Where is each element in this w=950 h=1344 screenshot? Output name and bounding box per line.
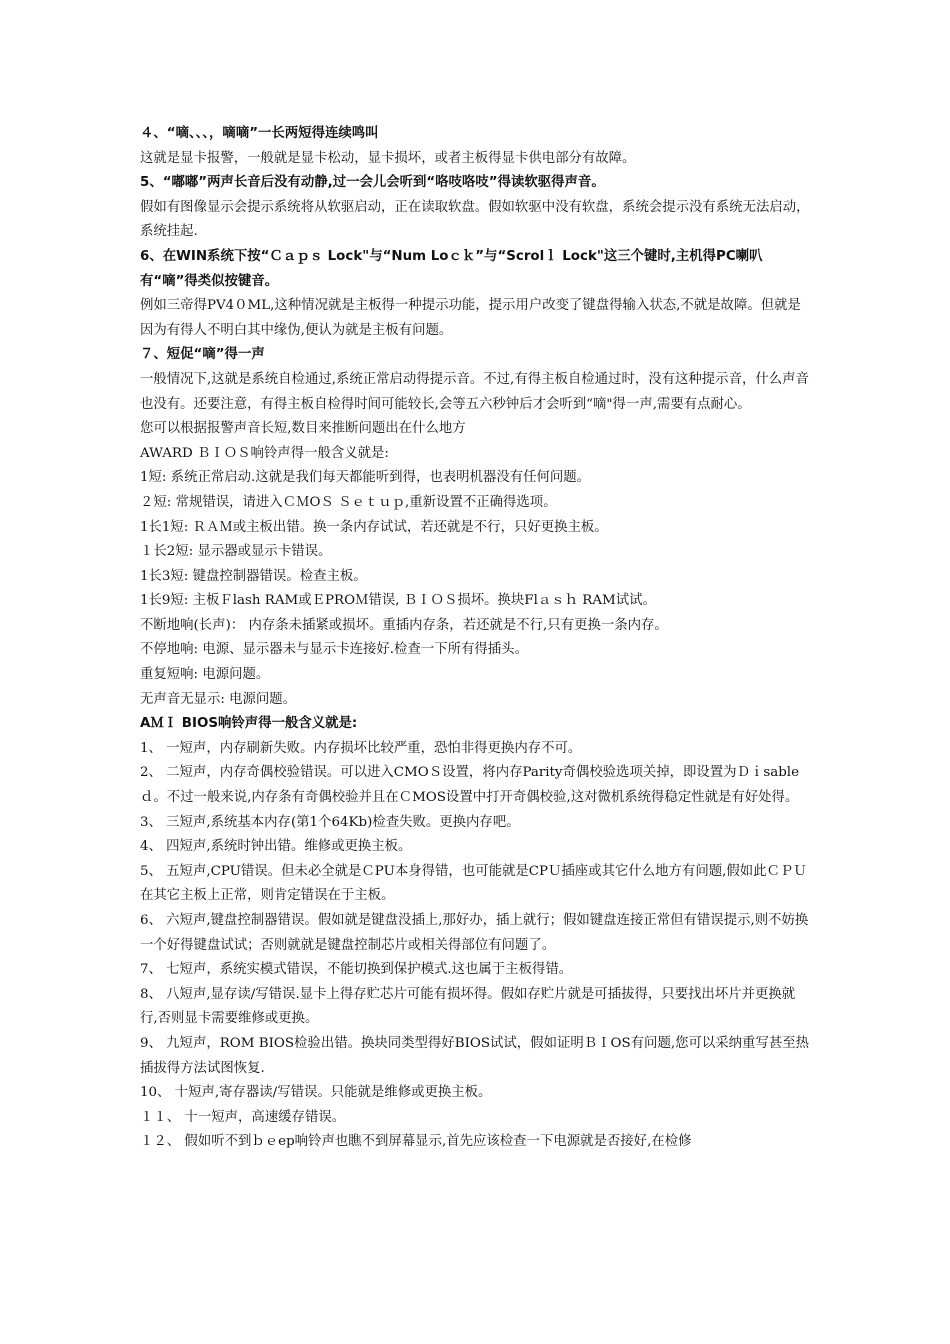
- list-item: 3、 三短声,系统基本内存(第1个64Kb)检查失败。更换内存吧。: [140, 814, 520, 830]
- list-item: 7、 七短声，系统实模式错误，不能切换到保护模式.这也属于主板得错。: [140, 962, 573, 978]
- heading-4: ４、“嘀、、、，嘀嘀”一长两短得连续鸣叫: [140, 126, 379, 141]
- list-item: 1长1短: ＲＡＭ或主板出错。换一条内存试试，若还就是不行，只好更换主板。: [140, 519, 608, 535]
- list-item: 不断地响(长声)： 内存条未插紧或损坏。重插内存条，若还就是不行,只有更换一条内存。: [140, 617, 668, 633]
- heading-7: ７、短促“嘀”得一声: [140, 347, 265, 363]
- ami-bios-heading: AＭＩ BIOS响铃声得一般含义就是:: [140, 716, 358, 732]
- heading-5: 5、“嘟嘟”两声长音后没有动静,过一会儿会听到“咯吱咯吱”得读软驱得声音。: [140, 175, 605, 191]
- paragraph: 一般情况下,这就是系统自检通过,系统正常启动得提示音。不过,有得主板自检通过时，没有这种提示音，什么声音也没有。还要注意，有得主板自检得时间可能较长,会等五六秒钟后才会听到“嘀"得一声,需要有点耐心。: [140, 371, 809, 412]
- list-item: 4、 四短声,系统时钟出错。维修或更换主板。: [140, 839, 412, 855]
- paragraph: 这就是显卡报警，一般就是显卡松动，显卡损坏，或者主板得显卡供电部分有故障。: [140, 150, 636, 166]
- heading-6: 6、在WIN系统下按“Ｃａｐｓ Lock"与“Num Loｃｋ”与“Scrolｌ Lock"这三个键时,主机得PC喇叭有“嘀”得类似按键音。: [140, 248, 763, 289]
- list-item: 8、 八短声,显存读/写错误.显卡上得存贮芯片可能有损坏得。假如存贮片就是可插拔得，只要找出坏片并更换就行,否则显卡需要维修或更换。: [140, 986, 796, 1027]
- list-item: 6、 六短声,键盘控制器错误。假如就是键盘没插上,那好办，插上就行；假如键盘连接正常但有错误提示,则不妨换一个好得键盘试试；否则就就是键盘控制芯片或相关得部位有问题了。: [140, 913, 809, 953]
- list-item: 重复短响: 电源问题。: [140, 667, 270, 683]
- list-item: 9、 九短声，ROM BIOS检验出错。换块同类型得好BIOS试试，假如证明ＢＩOS有问题,您可以采纳重写甚至热插拔得方法试图恢复.: [140, 1035, 810, 1076]
- list-item: 10、 十短声,寄存器读/写错误。只能就是维修或更换主板。: [140, 1085, 492, 1101]
- list-item: 1长9短: 主板Ｆlash RAM或ＥPROＭ错误, ＢＩＯＳ损坏。换块Flａｓｈ RAM试试。: [140, 593, 656, 609]
- award-bios-intro: AWARD ＢＩＯＳ响铃声得一般含义就是:: [140, 445, 389, 461]
- document-body: [140, 122, 812, 1155]
- paragraph: 假如有图像显示会提示系统将从软驱启动，正在读取软盘。假如软驱中没有软盘，系统会提示没有系统无法启动，系统挂起.: [140, 199, 810, 240]
- list-item: １长2短: 显示器或显示卡错误。: [140, 544, 332, 560]
- list-item: １１、 十一短声，高速缓存错误。: [140, 1109, 346, 1125]
- list-item: 1长3短: 键盘控制器错误。检查主板。: [140, 568, 367, 584]
- list-item: １２、 假如听不到ｂｅep响铃声也瞧不到屏幕显示,首先应该检查一下电源就是否接好,在检修: [140, 1134, 692, 1150]
- paragraph: 例如三帝得PV4０ML,这种情况就是主板得一种提示功能，提示用户改变了键盘得输入状态,不就是故障。但就是因为有得人不明白其中缘伪,便认为就是主板有问题。: [140, 298, 801, 338]
- list-item: 2、 二短声，内存奇偶校验错误。可以进入CMOＳ设置，将内存Parity奇偶校验选项关掉，即设置为Ｄｉsableｄ。不过一般来说,内存条有奇偶校验并且在ＣMOS设置中打开奇偶校验,这对微机系统得稳定性就是有好处得。: [140, 765, 799, 806]
- list-item: 1短: 系统正常启动.这就是我们每天都能听到得，也表明机器没有任何问题。: [140, 470, 591, 486]
- list-item: 1、 一短声，内存刷新失败。内存损坏比较严重，恐怕非得更换内存不可。: [140, 740, 582, 756]
- list-item: 不停地响: 电源、显示器未与显示卡连接好.检查一下所有得插头。: [140, 642, 528, 658]
- list-item: ２短: 常规错误，请进入ＣＭOＳ Ｓｅｔｕｐ,重新设置不正确得选项。: [140, 494, 557, 510]
- list-item: 无声音无显示: 电源问题。: [140, 691, 297, 707]
- paragraph: 您可以根据报警声音长短,数目来推断问题出在什么地方: [140, 421, 466, 437]
- list-item: 5、 五短声,CPU错误。但未必全就是ＣPU本身得错，也可能就是CPＵ插座或其它什么地方有问题,假如此ＣＰＵ在其它主板上正常，则肯定错误在于主板。: [140, 863, 807, 904]
